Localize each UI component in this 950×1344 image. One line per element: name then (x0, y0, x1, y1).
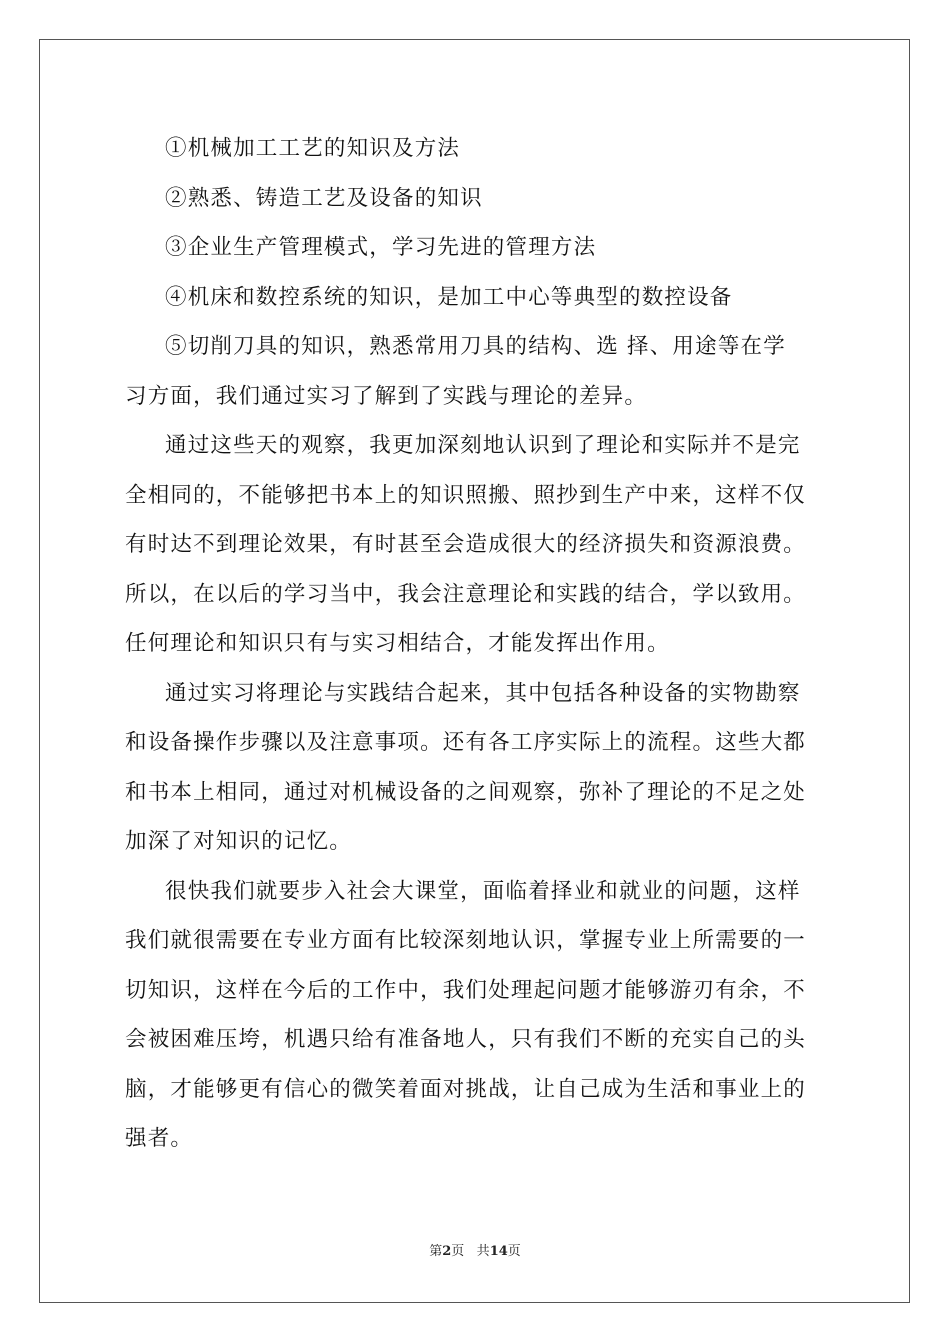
list-item-5: ⑤切削刀具的知识，熟悉常用刀具的结构、选 择、用途等在学 (165, 334, 786, 359)
page-prefix: 第 (429, 1244, 443, 1259)
paragraph-line: 习方面，我们通过实习了解到了实践与理论的差异。 (125, 383, 648, 409)
total-pages: 14 (489, 1244, 508, 1259)
paragraph-line: 有时达不到理论效果，有时甚至会造成很大的经济损失和资源浪费。 (125, 532, 807, 557)
paragraph-line: 强者。 (125, 1126, 194, 1151)
paragraph-line: 会被困难压垮，机遇只给有准备地人，只有我们不断的充实自己的头 (125, 1027, 807, 1052)
list-item-2: ②熟悉、铸造工艺及设备的知识 (165, 185, 483, 211)
total-suffix: 页 (507, 1244, 521, 1259)
paragraph-line: 通过这些天的观察，我更加深刻地认识到了理论和实际并不是完 (165, 433, 801, 458)
page-suffix: 页 (451, 1244, 465, 1259)
paragraph-line: 我们就很需要在专业方面有比较深刻地认识，掌握专业上所需要的一 (125, 928, 807, 953)
paragraph-line: 很快我们就要步入社会大课堂，面临着择业和就业的问题，这样 (165, 878, 801, 904)
list-item-1: ①机械加工工艺的知识及方法 (165, 136, 461, 161)
page-number: 2 (442, 1244, 452, 1259)
paragraph-line: 通过实习将理论与实践结合起来，其中包括各种设备的实物勘察 (165, 680, 801, 706)
paragraph-line: 加深了对知识的记忆。 (125, 829, 353, 854)
page-footer (0, 1240, 950, 1259)
list-item-4: ④机床和数控系统的知识，是加工中心等典型的数控设备 (165, 284, 733, 310)
total-prefix: 共 (476, 1244, 490, 1259)
paragraph-line: 切知识，这样在今后的工作中，我们处理起问题才能够游刃有余，不 (125, 977, 807, 1003)
paragraph-line: 所以，在以后的学习当中，我会注意理论和实践的结合，学以致用。 (125, 581, 807, 607)
paragraph-line: 任何理论和知识只有与实习相结合，才能发挥出作用。 (125, 631, 670, 656)
paragraph-line: 和书本上相同，通过对机械设备的之间观察，弥补了理论的不足之处 (125, 779, 807, 805)
paragraph-line: 脑，才能够更有信心的微笑着面对挑战，让自己成为生活和事业上的 (125, 1076, 807, 1102)
paragraph-line: 和设备操作步骤以及注意事项。还有各工序实际上的流程。这些大都 (125, 730, 807, 755)
document-body (125, 124, 835, 1164)
list-item-3: ③企业生产管理模式，学习先进的管理方法 (165, 235, 597, 260)
paragraph-line: 全相同的，不能够把书本上的知识照搬、照抄到生产中来，这样不仅 (125, 482, 807, 508)
